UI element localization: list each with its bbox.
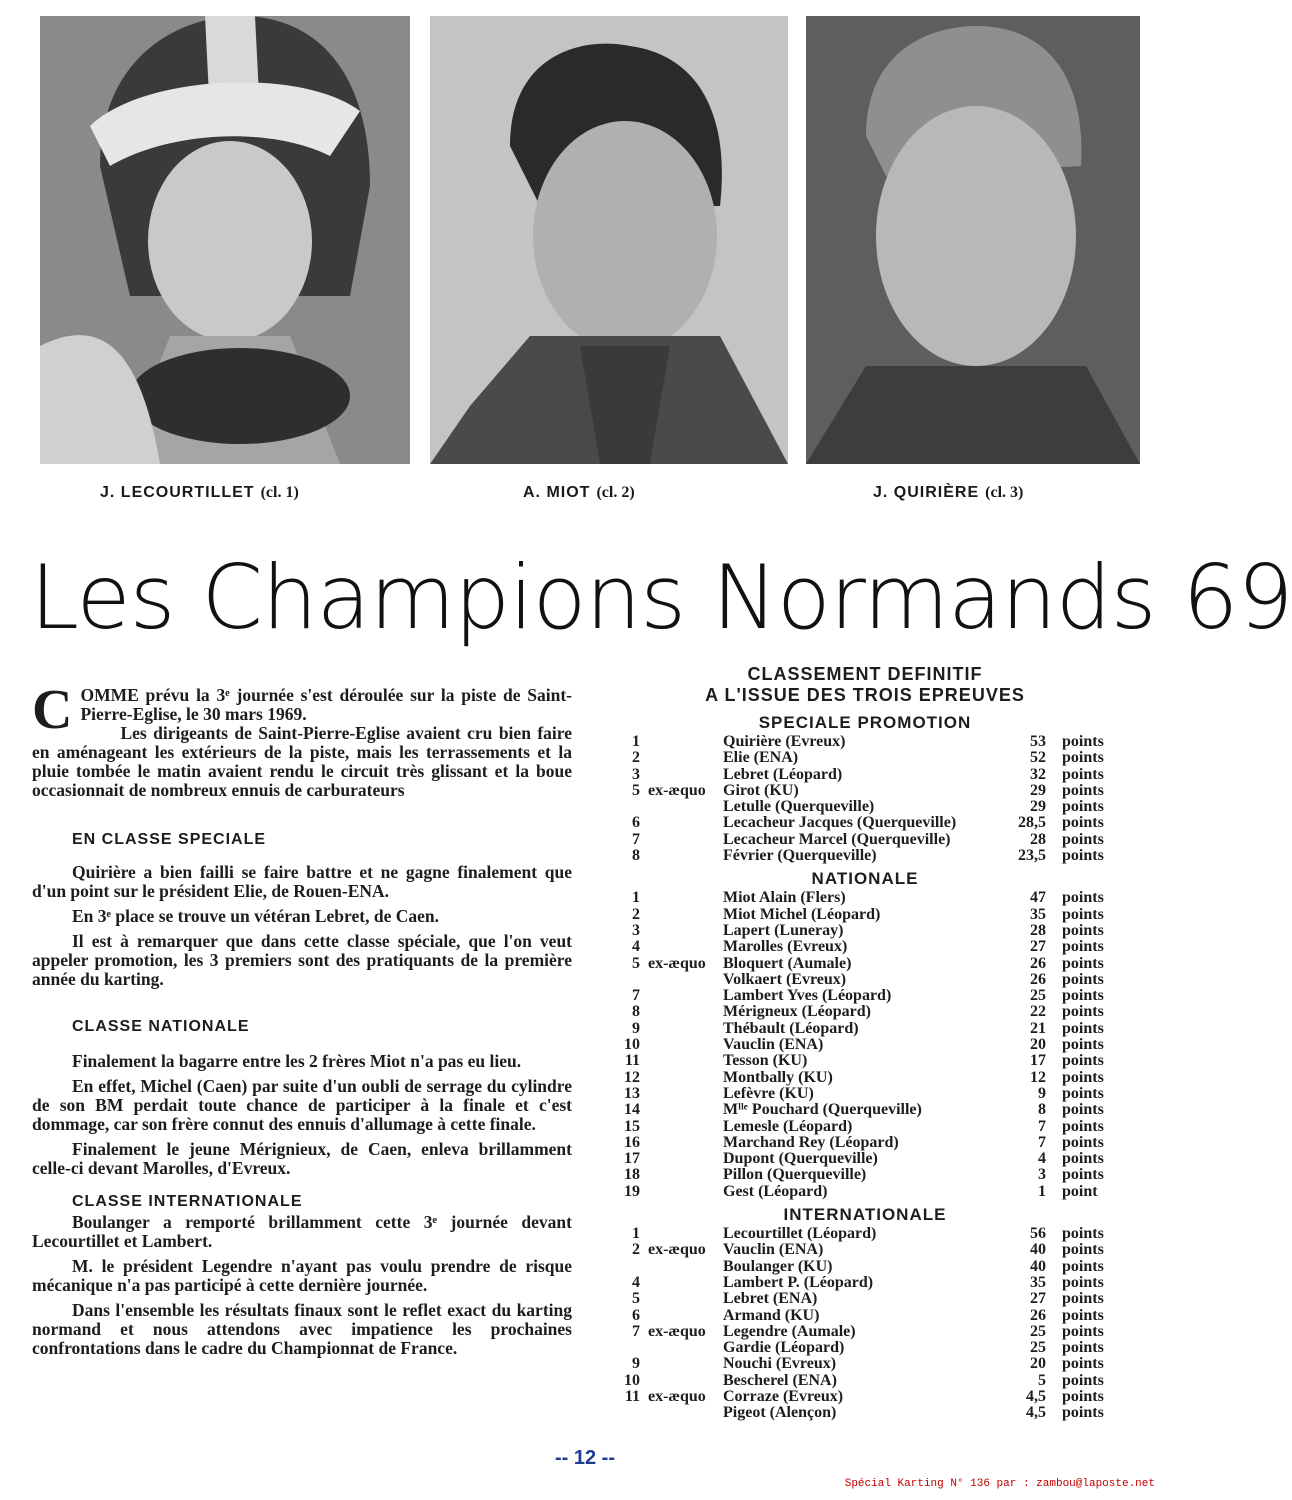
result-points: 27 bbox=[1030, 938, 1046, 956]
result-rank: 13 bbox=[624, 1084, 640, 1102]
result-row bbox=[600, 1308, 1130, 1324]
result-unit: points bbox=[1062, 1036, 1104, 1054]
result-row bbox=[600, 767, 1130, 783]
result-unit: points bbox=[1062, 1306, 1104, 1324]
result-points: 56 bbox=[1030, 1225, 1046, 1243]
result-rank: 1 bbox=[632, 889, 640, 907]
result-points: 8 bbox=[1038, 1101, 1046, 1119]
result-row bbox=[600, 1086, 1130, 1102]
result-rank: 17 bbox=[624, 1150, 640, 1168]
result-unit: points bbox=[1062, 1084, 1104, 1102]
result-rank: 19 bbox=[624, 1182, 640, 1200]
results-subtitle: A L'ISSUE DES TROIS EPREUVES bbox=[705, 685, 1025, 705]
result-row bbox=[600, 1070, 1130, 1086]
result-points: 26 bbox=[1030, 954, 1046, 972]
result-name: Vauclin (ENA) bbox=[723, 1241, 824, 1259]
result-name: Tesson (KU) bbox=[723, 1052, 808, 1070]
result-rank: 1 bbox=[632, 1225, 640, 1243]
result-name: Pigeot (Alençon) bbox=[723, 1404, 837, 1422]
result-row bbox=[600, 1151, 1130, 1167]
result-rank: 10 bbox=[624, 1036, 640, 1054]
result-exaequo: ex-æquo bbox=[648, 781, 706, 799]
result-name: Lebret (Léopard) bbox=[723, 765, 843, 783]
result-unit: points bbox=[1062, 921, 1104, 939]
result-rank: 16 bbox=[624, 1133, 640, 1151]
result-points: 21 bbox=[1030, 1019, 1046, 1037]
result-points: 4 bbox=[1038, 1150, 1046, 1168]
category-title: NATIONALE bbox=[811, 869, 919, 889]
result-rank: 3 bbox=[632, 921, 640, 939]
article-paragraph: En effet, Michel (Caen) par suite d'un oubli de serrage du cylindre de son BM perdait toute chance de participer à la finale et c'est dommage, car son frère connut des ennuis d'allumage à cette finale. bbox=[32, 1076, 572, 1134]
result-row bbox=[600, 1119, 1130, 1135]
result-row bbox=[600, 1167, 1130, 1183]
result-rank: 4 bbox=[632, 1273, 640, 1291]
result-points: 28,5 bbox=[1018, 814, 1046, 832]
photo-lecourtillet bbox=[40, 16, 410, 464]
result-row bbox=[600, 923, 1130, 939]
result-rank: 15 bbox=[624, 1117, 640, 1135]
result-points: 29 bbox=[1030, 781, 1046, 799]
result-rank: 5 bbox=[632, 1290, 640, 1308]
result-name: Vauclin (ENA) bbox=[723, 1036, 824, 1054]
result-name: Mérigneux (Léopard) bbox=[723, 1003, 871, 1021]
result-row bbox=[600, 939, 1130, 955]
results-categories bbox=[600, 712, 1130, 1422]
result-row bbox=[600, 1340, 1130, 1356]
result-row bbox=[600, 907, 1130, 923]
result-name: Boulanger (KU) bbox=[723, 1257, 833, 1275]
result-points: 17 bbox=[1030, 1052, 1046, 1070]
result-rank: 3 bbox=[632, 765, 640, 783]
result-name: Thébault (Léopard) bbox=[723, 1019, 859, 1037]
result-unit: points bbox=[1062, 814, 1104, 832]
article-paragraph: Quirière a bien failli se faire battre et ne gagne finalement que d'un point sur le président Elie, de Rouen-ENA. bbox=[32, 862, 572, 901]
result-unit: points bbox=[1062, 970, 1104, 988]
result-name: Lebret (ENA) bbox=[723, 1290, 818, 1308]
result-row bbox=[600, 1184, 1130, 1200]
result-row bbox=[600, 1226, 1130, 1242]
result-points: 22 bbox=[1030, 1003, 1046, 1021]
result-name: Lecacheur Marcel (Querqueville) bbox=[723, 830, 951, 848]
result-unit: points bbox=[1062, 1257, 1104, 1275]
result-points: 29 bbox=[1030, 798, 1046, 816]
result-points: 4,5 bbox=[1026, 1387, 1046, 1405]
result-name: Dupont (Querqueville) bbox=[723, 1150, 878, 1168]
result-rank: 2 bbox=[632, 905, 640, 923]
result-points: 7 bbox=[1038, 1117, 1046, 1135]
caption-lecourtillet bbox=[100, 484, 299, 502]
article-paragraph: Il est à remarquer que dans cette classe spéciale, que l'on veut appeler promotion, les 3 premiers sont des pratiquants de la première année du karting. bbox=[32, 931, 572, 989]
result-row bbox=[600, 1405, 1130, 1421]
article-intro bbox=[32, 679, 572, 741]
result-unit: points bbox=[1062, 847, 1104, 865]
result-unit: points bbox=[1062, 1387, 1104, 1405]
result-points: 28 bbox=[1030, 921, 1046, 939]
result-points: 1 bbox=[1038, 1182, 1046, 1200]
result-row bbox=[600, 1021, 1130, 1037]
result-unit: points bbox=[1062, 889, 1104, 907]
photo-quiriere bbox=[806, 16, 1140, 464]
result-points: 35 bbox=[1030, 905, 1046, 923]
result-points: 26 bbox=[1030, 1306, 1046, 1324]
result-exaequo: ex-æquo bbox=[648, 1387, 706, 1405]
result-unit: points bbox=[1062, 1322, 1104, 1340]
result-name: Gest (Léopard) bbox=[723, 1182, 828, 1200]
result-rank: 7 bbox=[632, 830, 640, 848]
result-exaequo: ex-æquo bbox=[648, 1241, 706, 1259]
result-row bbox=[600, 750, 1130, 766]
result-name: Miot Michel (Léopard) bbox=[723, 905, 881, 923]
caption-name: J. QUIRIÈRE bbox=[873, 484, 980, 501]
result-points: 20 bbox=[1030, 1355, 1046, 1373]
article-paragraph: Les dirigeants de Saint-Pierre-Eglise avaient cru bien faire en aménageant les extérieurs de la piste, mais les terrassements et la pluie tombée le matin avaient rendu le circuit très glissant et la boue occasionnait de nombreux ennuis de carburateurs bbox=[32, 723, 572, 800]
result-points: 25 bbox=[1030, 1339, 1046, 1357]
result-rank: 8 bbox=[632, 1003, 640, 1021]
result-row bbox=[600, 1242, 1130, 1258]
result-name: Elie (ENA) bbox=[723, 749, 799, 767]
result-rank: 11 bbox=[624, 1052, 640, 1070]
result-unit: points bbox=[1062, 1371, 1104, 1389]
result-row bbox=[600, 799, 1130, 815]
category-title: SPECIALE PROMOTION bbox=[758, 713, 972, 732]
result-points: 20 bbox=[1030, 1036, 1046, 1054]
drop-cap: C bbox=[32, 679, 73, 741]
result-row bbox=[600, 1291, 1130, 1307]
result-row bbox=[600, 972, 1130, 988]
result-name: Bescherel (ENA) bbox=[723, 1371, 837, 1389]
result-row bbox=[600, 848, 1130, 864]
result-points: 5 bbox=[1038, 1371, 1046, 1389]
result-unit: points bbox=[1062, 1003, 1104, 1021]
result-name: Mˡˡᵉ Pouchard (Querqueville) bbox=[723, 1101, 922, 1119]
results-title: CLASSEMENT DEFINITIF bbox=[747, 664, 983, 684]
result-rank: 18 bbox=[624, 1166, 640, 1184]
section-title-speciale: EN CLASSE SPECIALE bbox=[72, 831, 267, 848]
result-rank: 4 bbox=[632, 938, 640, 956]
result-unit: points bbox=[1062, 733, 1104, 750]
result-unit: points bbox=[1062, 1019, 1104, 1037]
result-rank: 12 bbox=[624, 1068, 640, 1086]
result-rank: 9 bbox=[632, 1355, 640, 1373]
result-unit: points bbox=[1062, 987, 1104, 1005]
result-row bbox=[600, 815, 1130, 831]
result-unit: points bbox=[1062, 1133, 1104, 1151]
article-paragraph: En 3ᵉ place se trouve un vétéran Lebret, de Caen. bbox=[72, 906, 439, 926]
result-name: Quirière (Evreux) bbox=[723, 733, 846, 750]
result-name: Lecourtillet (Léopard) bbox=[723, 1225, 877, 1243]
result-unit: points bbox=[1062, 1355, 1104, 1373]
result-points: 40 bbox=[1030, 1241, 1046, 1259]
result-unit: point bbox=[1062, 1182, 1098, 1200]
caption-name: A. MIOT bbox=[523, 484, 591, 501]
results-panel bbox=[600, 664, 1130, 1422]
article-paragraph: Dans l'ensemble les résultats finaux sont le reflet exact du karting normand et nous attendons avec impatience les prochaines confrontations dans le cadre du Championnat de France. bbox=[32, 1300, 572, 1358]
result-rank: 2 bbox=[632, 1241, 640, 1259]
article bbox=[32, 679, 572, 1358]
result-rank: 14 bbox=[624, 1101, 640, 1119]
article-paragraph: Finalement le jeune Mérignieux, de Caen, enleva brillamment celle-ci devant Marolles, d'Evreux. bbox=[32, 1139, 572, 1178]
miot-portrait-image bbox=[430, 16, 788, 464]
result-points: 47 bbox=[1030, 889, 1046, 907]
result-unit: points bbox=[1062, 749, 1104, 767]
result-exaequo: ex-æquo bbox=[648, 1322, 706, 1340]
category-title: INTERNATIONALE bbox=[783, 1205, 947, 1225]
helmet-portrait-image bbox=[40, 16, 410, 464]
result-unit: points bbox=[1062, 830, 1104, 848]
result-exaequo: ex-æquo bbox=[648, 954, 706, 972]
caption-class: (cl. 2) bbox=[596, 484, 635, 501]
result-rank: 1 bbox=[632, 733, 640, 750]
result-unit: points bbox=[1062, 1339, 1104, 1357]
result-name: Pillon (Querqueville) bbox=[723, 1166, 867, 1184]
result-name: Volkaert (Evreux) bbox=[723, 970, 847, 988]
caption-class: (cl. 3) bbox=[985, 484, 1024, 501]
result-points: 32 bbox=[1030, 765, 1046, 783]
result-unit: points bbox=[1062, 1052, 1104, 1070]
footer-credit: Spécial Karting N° 136 par : zambou@laposte.net bbox=[844, 1478, 1155, 1490]
result-unit: points bbox=[1062, 1068, 1104, 1086]
result-unit: points bbox=[1062, 1150, 1104, 1168]
result-points: 9 bbox=[1038, 1084, 1046, 1102]
result-points: 52 bbox=[1030, 749, 1046, 767]
section-title-internationale: CLASSE INTERNATIONALE bbox=[72, 1193, 303, 1210]
result-points: 4,5 bbox=[1026, 1404, 1046, 1422]
result-rank: 9 bbox=[632, 1019, 640, 1037]
result-row bbox=[600, 1004, 1130, 1020]
result-row bbox=[600, 734, 1130, 750]
result-points: 3 bbox=[1038, 1166, 1046, 1184]
result-name: Corraze (Evreux) bbox=[723, 1387, 844, 1405]
headline: Les Champions Normands 69 bbox=[30, 546, 1292, 649]
result-unit: points bbox=[1062, 1101, 1104, 1119]
result-points: 53 bbox=[1030, 733, 1046, 750]
result-points: 27 bbox=[1030, 1290, 1046, 1308]
result-row bbox=[600, 1259, 1130, 1275]
result-name: Girot (KU) bbox=[723, 781, 799, 799]
section-title-nationale: CLASSE NATIONALE bbox=[72, 1018, 250, 1035]
result-rank: 6 bbox=[632, 1306, 640, 1324]
result-name: Lefèvre (KU) bbox=[723, 1084, 814, 1102]
result-row bbox=[600, 956, 1130, 972]
result-rank: 6 bbox=[632, 814, 640, 832]
result-points: 35 bbox=[1030, 1273, 1046, 1291]
result-row bbox=[600, 1275, 1130, 1291]
result-rank: 7 bbox=[632, 1322, 640, 1340]
result-rank: 7 bbox=[632, 987, 640, 1005]
result-unit: points bbox=[1062, 1117, 1104, 1135]
caption-class: (cl. 1) bbox=[260, 484, 299, 501]
caption-name: J. LECOURTILLET bbox=[100, 484, 255, 501]
result-unit: points bbox=[1062, 938, 1104, 956]
result-row bbox=[600, 1324, 1130, 1340]
article-paragraph: M. le président Legendre n'ayant pas voulu prendre de risque mécanique n'a pas participé à cette dernière journée. bbox=[32, 1256, 572, 1295]
result-row bbox=[600, 1053, 1130, 1069]
result-name: Lambert Yves (Léopard) bbox=[723, 987, 892, 1005]
page-number: -- 12 -- bbox=[555, 1447, 615, 1469]
result-name: Nouchi (Evreux) bbox=[723, 1355, 837, 1373]
result-row bbox=[600, 1102, 1130, 1118]
result-row bbox=[600, 783, 1130, 799]
result-unit: points bbox=[1062, 1241, 1104, 1259]
result-unit: points bbox=[1062, 1225, 1104, 1243]
caption-quiriere bbox=[873, 484, 1023, 502]
result-points: 28 bbox=[1030, 830, 1046, 848]
result-name: Gardie (Léopard) bbox=[723, 1339, 845, 1357]
result-unit: points bbox=[1062, 905, 1104, 923]
result-unit: points bbox=[1062, 954, 1104, 972]
result-row bbox=[600, 1389, 1130, 1405]
result-row bbox=[600, 988, 1130, 1004]
result-unit: points bbox=[1062, 1404, 1104, 1422]
result-unit: points bbox=[1062, 1166, 1104, 1184]
article-paragraph: Boulanger a remporté brillamment cette 3ᵉ journée devant Lecourtillet et Lambert. bbox=[32, 1212, 572, 1251]
result-rank: 5 bbox=[632, 954, 640, 972]
caption-miot bbox=[523, 484, 635, 502]
result-name: Marolles (Evreux) bbox=[723, 938, 848, 956]
result-points: 12 bbox=[1030, 1068, 1046, 1086]
result-name: Lemesle (Léopard) bbox=[723, 1117, 853, 1135]
result-rank: 10 bbox=[624, 1371, 640, 1389]
result-name: Miot Alain (Flers) bbox=[723, 889, 846, 907]
result-points: 40 bbox=[1030, 1257, 1046, 1275]
result-rank: 8 bbox=[632, 847, 640, 865]
quiriere-portrait-image bbox=[806, 16, 1140, 464]
result-name: Armand (KU) bbox=[723, 1306, 820, 1324]
article-paragraph: Finalement la bagarre entre les 2 frères Miot n'a pas eu lieu. bbox=[72, 1051, 522, 1071]
result-name: Bloquert (Aumale) bbox=[723, 954, 852, 972]
result-row bbox=[600, 1356, 1130, 1372]
result-points: 25 bbox=[1030, 987, 1046, 1005]
result-name: Legendre (Aumale) bbox=[723, 1322, 856, 1340]
result-unit: points bbox=[1062, 765, 1104, 783]
result-rank: 2 bbox=[632, 749, 640, 767]
result-name: Lapert (Luneray) bbox=[723, 921, 844, 939]
photo-miot bbox=[430, 16, 788, 464]
result-unit: points bbox=[1062, 781, 1104, 799]
result-unit: points bbox=[1062, 1273, 1104, 1291]
result-points: 25 bbox=[1030, 1322, 1046, 1340]
result-name: Février (Querqueville) bbox=[723, 847, 877, 865]
result-unit: points bbox=[1062, 798, 1104, 816]
result-points: 26 bbox=[1030, 970, 1046, 988]
result-points: 23,5 bbox=[1018, 847, 1046, 865]
result-row bbox=[600, 832, 1130, 848]
result-name: Marchand Rey (Léopard) bbox=[723, 1133, 899, 1151]
result-points: 7 bbox=[1038, 1133, 1046, 1151]
result-name: Lecacheur Jacques (Querqueville) bbox=[723, 814, 957, 832]
result-row bbox=[600, 1135, 1130, 1151]
result-row bbox=[600, 1373, 1130, 1389]
result-rank: 11 bbox=[624, 1387, 640, 1405]
result-name: Lambert P. (Léopard) bbox=[723, 1273, 874, 1291]
result-rank: 5 bbox=[632, 781, 640, 799]
result-row bbox=[600, 1037, 1130, 1053]
intro-text: OMME prévu la 3ᵉ journée s'est déroulée sur la piste de Saint-Pierre-Eglise, le 30 mars 1969. bbox=[80, 685, 572, 724]
result-name: Letulle (Querqueville) bbox=[723, 798, 875, 816]
result-row bbox=[600, 890, 1130, 906]
result-unit: points bbox=[1062, 1290, 1104, 1308]
result-name: Montbally (KU) bbox=[723, 1068, 833, 1086]
